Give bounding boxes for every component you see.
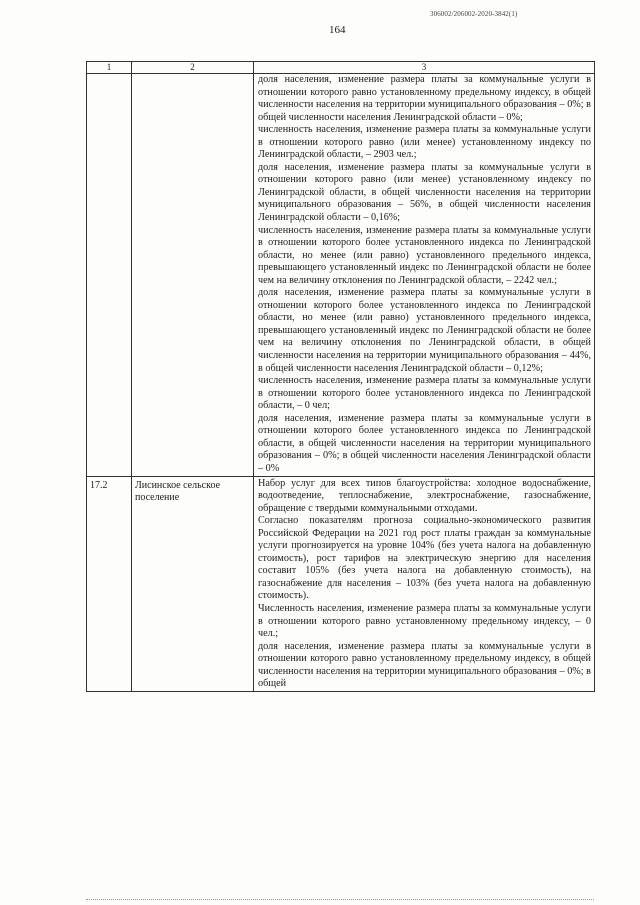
paragraph: Согласно показателям прогноза социально-экономического развития Российской Федерации на 2021 год рост платы граждан за коммунальные услуги прогнозируется на уровне 104% (без учета налога на добавленную стоимость), рост тарифов на электрическую энергию для населения составит 105% (без учета налога на добавленную стоимость), на газоснабжение для населения – 103% (без учета налога на добавленную стоимость).: [258, 515, 591, 602]
continued-text: [254, 74, 594, 476]
paragraph: доля населения, изменение размера платы за коммунальные услуги в отношении которого более установленного индекса по Ленинградской области, в общей численности населения на территории муниципального образования – 0%; в общей численности населения Ленинградской области – 0%: [258, 412, 591, 474]
paragraph: доля населения, изменение размера платы за коммунальные услуги в отношении которого равно (или менее) установленному индексу по Ленинградской области, в общей численности населения на территории муниципального образования – 56%, в общей численности населения Ленинградской области – 0,16%;: [258, 161, 591, 224]
data-table: [86, 61, 595, 692]
row-name-cell-empty: [132, 74, 254, 477]
settlement-text: [254, 477, 594, 691]
paragraph: Набор услуг для всех типов благоустройства: холодное водоснабжение, водоотведение, теплоснабжение, электроснабжение, газоснабжение, обращение с твердыми коммунальными отходами.: [258, 477, 591, 514]
row-number: 17.2: [87, 476, 132, 691]
page-number: 164: [329, 24, 346, 36]
column-header-1: 1: [87, 62, 132, 74]
table-header-row: [87, 62, 595, 74]
row-text-cell: [254, 74, 595, 477]
table-row-17-2: [87, 476, 595, 691]
paragraph: доля населения, изменение размера платы за коммунальные услуги в отношении которого равно установленному предельному индексу, в общей численности населения на территории муниципального образования – 0%; в общей численности населения Ленинградской области – 0%;: [258, 74, 591, 123]
row-number-cell-empty: [87, 74, 132, 477]
page-bottom-border: [86, 899, 594, 900]
column-header-2: 2: [132, 62, 254, 74]
paragraph: численность населения, изменение размера платы за коммунальные услуги в отношении которого более установленного индекса по Ленинградской области, – 0 чел;: [258, 375, 591, 412]
document-code: 306002/206002-2020-3842(1): [430, 10, 518, 18]
paragraph: доля населения, изменение размера платы за коммунальные услуги в отношении которого более установленного индекса по Ленинградской области, но менее (или равно) установленного предельного индекса, превышающего установленный индекс по Ленинградской области не более чем на величину отклонения по Ленинградской области, в общей численности населения на территории муниципального образования – 44%, в общей численности населения Ленинградской области – 0,12%;: [258, 287, 591, 374]
paragraph: доля населения, изменение размера платы за коммунальные услуги в отношении которого равно установленному предельному индексу, в общей численности населения на территории муниципального образования – 0%; в общей: [258, 640, 591, 690]
paragraph: численность населения, изменение размера платы за коммунальные услуги в отношении которого равно (или менее) установленному индексу по Ленинградской области, – 2903 чел.;: [258, 124, 591, 161]
paragraph: Численность населения, изменение размера платы за коммунальные услуги в отношении которого равно установленному предельному индексу, – 0 чел.;: [258, 602, 591, 640]
settlement-name: Лисинское сельское поселение: [132, 476, 254, 691]
column-header-3: 3: [254, 62, 595, 74]
table-row-continued: [87, 74, 595, 477]
row-text-cell: [254, 476, 595, 691]
paragraph: численность населения, изменение размера платы за коммунальные услуги в отношении которого более установленного индекса по Ленинградской области, но менее (или равно) установленного предельного индекса, превышающего установленный индекс по Ленинградской области не более чем на величину отклонения по Ленинградской области, – 2242 чел.;: [258, 224, 591, 286]
